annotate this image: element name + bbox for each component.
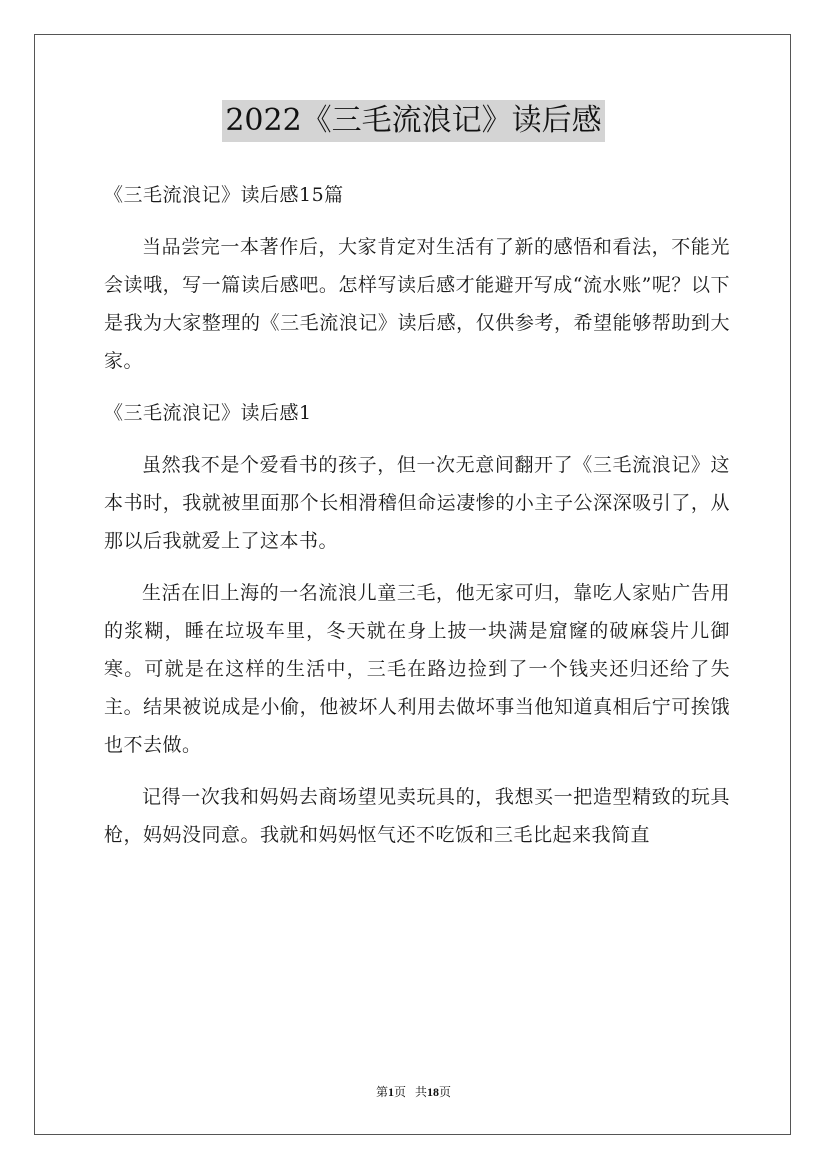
document-body [104,176,730,868]
body-paragraph: 生活在旧上海的一名流浪儿童三毛，他无家可归，靠吃人家贴广告用的浆糊，睡在垃圾车里，冬天就在身上披一块满是窟窿的破麻袋片儿御寒。可就是在这样的生活中，三毛在路边捡到了一个钱夹还归还给了失主。结果被说成是小偷，他被坏人利用去做坏事当他知道真相后宁可挨饿也不去做。 [104,582,730,756]
footer-total-suffix: 页 [439,1085,452,1099]
intro-paragraph: 当品尝完一本著作后，大家肯定对生活有了新的感悟和看法，不能光会读哦，写一篇读后感吧。怎样写读后感才能避开写成“流水账”呢？以下是我为大家整理的《三毛流浪记》读后感，仅供参考，希望能够帮助到大家。 [104,236,730,372]
document-subtitle: 《三毛流浪记》读后感15篇 [104,184,344,206]
footer-total-prefix: 共 [415,1085,428,1099]
page-footer [0,1083,827,1100]
footer-page-suffix: 页 [393,1085,406,1099]
title-container [0,100,827,142]
total-pages: 18 [427,1085,440,1099]
document-title: 2022《三毛流浪记》读后感 [222,100,604,142]
body-paragraph: 记得一次我和妈妈去商场望见卖玩具的，我想买一把造型精致的玩具枪，妈妈没同意。我就和妈妈怄气还不吃饭和三毛比起来我简直 [104,786,730,846]
current-page-number: 1 [387,1085,394,1099]
section-heading: 《三毛流浪记》读后感1 [104,402,312,424]
body-paragraph: 虽然我不是个爱看书的孩子，但一次无意间翻开了《三毛流浪记》这本书时，我就被里面那个长相滑稽但命运凄惨的小主子公深深吸引了，从那以后我就爱上了这本书。 [104,454,730,552]
footer-prefix: 第 [375,1085,388,1099]
